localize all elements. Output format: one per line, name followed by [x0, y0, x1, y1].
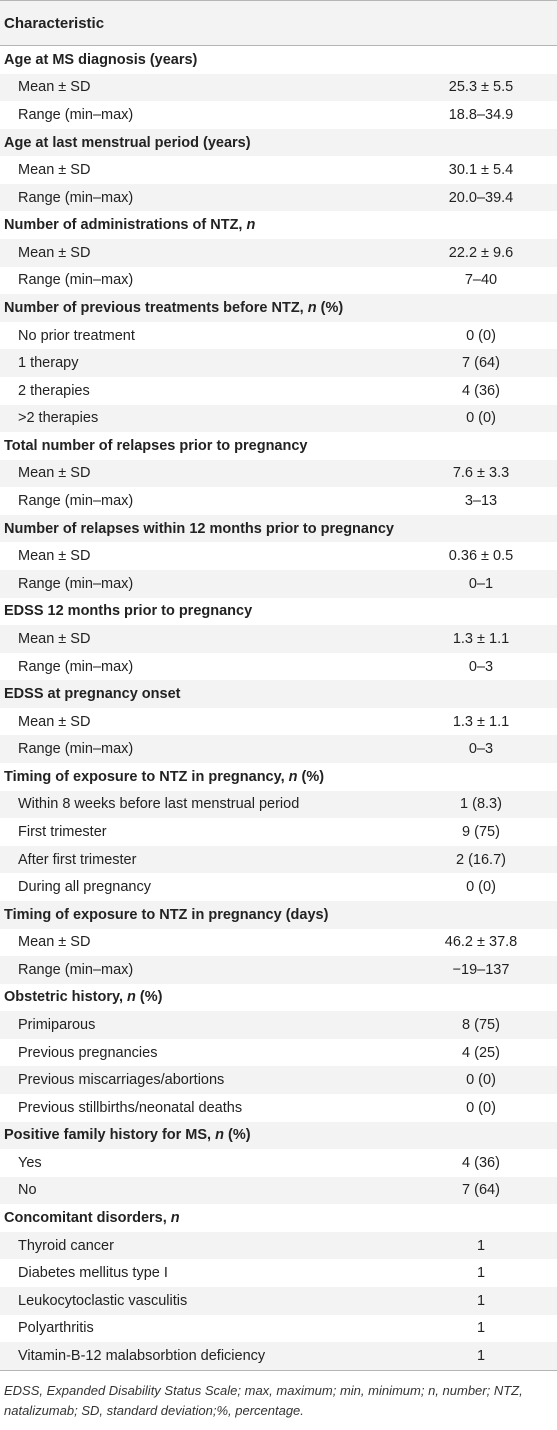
row-value: 1: [476, 1320, 486, 1337]
row-label: Mean ± SD: [18, 548, 91, 565]
row-label: Primiparous: [18, 1017, 96, 1034]
row-value: 4 (36): [462, 1154, 500, 1171]
section-title-text: Total number of relapses prior to pregnancy: [4, 437, 308, 454]
row-value: 0 (0): [466, 327, 496, 344]
section-heading: [0, 763, 557, 791]
row-label: Mean ± SD: [18, 162, 91, 179]
row-label: No: [18, 1182, 37, 1199]
row-value: 4 (25): [462, 1044, 500, 1061]
row-label: No prior treatment: [18, 327, 135, 344]
section-title: [4, 438, 307, 454]
section-title-text: Timing of exposure to NTZ in pregnancy,: [4, 768, 289, 785]
table-row: [0, 542, 557, 570]
table-row: [0, 1149, 557, 1177]
row-value: 1: [476, 1292, 486, 1309]
row-label: Previous stillbirths/neonatal deaths: [18, 1099, 243, 1116]
row-label: 1 therapy: [18, 355, 79, 372]
table-row: [0, 846, 557, 874]
section-title-tail: (%): [223, 1127, 251, 1144]
table-row: [0, 349, 557, 377]
table-row: [0, 1287, 557, 1315]
section-title: [4, 217, 255, 233]
row-label: Mean ± SD: [18, 713, 91, 730]
row-label: Vitamin-B-12 malabsorbtion deficiency: [18, 1347, 266, 1364]
section-title: [4, 769, 324, 785]
row-value: 46.2 ± 37.8: [444, 934, 518, 951]
row-label: Range (min–max): [18, 106, 134, 123]
table-row: [0, 1011, 557, 1039]
row-value: 7.6 ± 3.3: [452, 465, 510, 482]
table-header: [0, 1, 557, 46]
table-row: [0, 1066, 557, 1094]
table-body: [0, 46, 557, 1370]
table-row: [0, 1315, 557, 1343]
row-value: 0 (0): [466, 410, 496, 427]
table-row: [0, 377, 557, 405]
table-row: [0, 239, 557, 267]
row-label: First trimester: [18, 823, 107, 840]
section-title-text: Timing of exposure to NTZ in pregnancy (days): [4, 906, 329, 923]
table-row: [0, 184, 557, 212]
table-row: [0, 625, 557, 653]
section-title: [4, 521, 394, 537]
section-title: [4, 52, 197, 68]
row-label: Leukocytoclastic vasculitis: [18, 1292, 188, 1309]
row-value: 25.3 ± 5.5: [448, 79, 514, 96]
row-value: 18.8–34.9: [448, 106, 514, 123]
table-row: [0, 1232, 557, 1260]
section-heading: [0, 432, 557, 460]
table-row: [0, 322, 557, 350]
row-label: Range (min–max): [18, 741, 134, 758]
row-value: 1 (8.3): [460, 796, 502, 813]
section-title-text: Obstetric history,: [4, 989, 128, 1006]
row-value: 0 (0): [466, 1072, 496, 1089]
section-title-italic: n: [246, 217, 256, 234]
row-value: 7–40: [464, 272, 498, 289]
table-row: [0, 460, 557, 488]
header-label: Characteristic: [4, 14, 105, 32]
table-row: [0, 267, 557, 295]
table-row: [0, 929, 557, 957]
row-value: 1: [476, 1265, 486, 1282]
row-value: 22.2 ± 9.6: [448, 244, 514, 261]
row-value: 7 (64): [462, 1182, 500, 1199]
table-row: [0, 735, 557, 763]
row-label: Range (min–max): [18, 272, 134, 289]
section-heading: [0, 984, 557, 1012]
section-title: [4, 989, 162, 1005]
row-value: 20.0–39.4: [448, 189, 514, 206]
section-heading: [0, 598, 557, 626]
section-heading: [0, 1122, 557, 1150]
table-row: [0, 1342, 557, 1370]
section-heading: [0, 46, 557, 74]
row-label: Range (min–max): [18, 961, 134, 978]
row-label: Mean ± SD: [18, 465, 91, 482]
section-title-tail: (%): [316, 299, 344, 316]
row-label: During all pregnancy: [18, 879, 151, 896]
section-heading: [0, 294, 557, 322]
section-title-text: Positive family history for MS,: [4, 1127, 216, 1144]
section-title-italic: n: [127, 989, 136, 1006]
row-label: >2 therapies: [18, 410, 99, 427]
row-label: Range (min–max): [18, 658, 134, 675]
row-value: 8 (75): [462, 1017, 500, 1034]
section-title-text: Number of previous treatments before NTZ,: [4, 299, 308, 316]
section-title: [4, 135, 251, 151]
section-title-text: EDSS at pregnancy onset: [4, 686, 181, 703]
row-label: Within 8 weeks before last menstrual period: [18, 796, 300, 813]
row-label: 2 therapies: [18, 382, 90, 399]
row-value: 30.1 ± 5.4: [448, 162, 514, 179]
table-row: [0, 1259, 557, 1287]
section-title: [4, 1210, 180, 1226]
section-title: [4, 300, 343, 316]
section-title-italic: n: [307, 299, 317, 316]
table-row: [0, 405, 557, 433]
row-label: Range (min–max): [18, 189, 134, 206]
row-label: Thyroid cancer: [18, 1237, 114, 1254]
section-title-text: Age at last menstrual period (years): [4, 134, 251, 151]
row-value: 1: [476, 1237, 486, 1254]
table-row: [0, 956, 557, 984]
section-title-tail: (%): [297, 768, 325, 785]
row-value: 4 (36): [462, 382, 500, 399]
section-heading: [0, 515, 557, 543]
table-row: [0, 101, 557, 129]
table-row: [0, 1039, 557, 1067]
table-row: [0, 818, 557, 846]
table-footnote: EDSS, Expanded Disability Status Scale; max, maximum; min, minimum; n, number; NTZ, natalizumab; SD, standard deviation;%, percentage.: [4, 1382, 523, 1418]
row-value: 9 (75): [462, 823, 500, 840]
row-value: 0–3: [468, 741, 494, 758]
table-row: [0, 156, 557, 184]
section-title: [4, 1127, 251, 1143]
section-title-text: Number of relapses within 12 months prior to pregnancy: [4, 520, 394, 537]
row-label: Range (min–max): [18, 575, 134, 592]
table-row: [0, 873, 557, 901]
section-heading: [0, 680, 557, 708]
table-row: [0, 74, 557, 102]
row-value: 0 (0): [466, 1099, 496, 1116]
row-value: 0 (0): [466, 879, 496, 896]
section-title-tail: (%): [135, 989, 163, 1006]
section-title-text: Age at MS diagnosis (years): [4, 51, 198, 68]
row-value: −19–137: [452, 961, 510, 978]
section-title-italic: n: [288, 768, 298, 785]
row-value: 1.3 ± 1.1: [452, 713, 510, 730]
section-title-text: Number of administrations of NTZ,: [4, 217, 247, 234]
row-label: Mean ± SD: [18, 630, 91, 647]
table-row: [0, 1177, 557, 1205]
row-label: Mean ± SD: [18, 934, 91, 951]
section-heading: [0, 129, 557, 157]
table-row: [0, 570, 557, 598]
row-label: Range (min–max): [18, 493, 134, 510]
table-row: [0, 653, 557, 681]
table-row: [0, 791, 557, 819]
table-row: [0, 487, 557, 515]
section-title: [4, 686, 180, 702]
row-label: Polyarthritis: [18, 1320, 94, 1337]
row-label: Previous pregnancies: [18, 1044, 158, 1061]
section-title-italic: n: [215, 1127, 224, 1144]
row-value: 7 (64): [462, 355, 500, 372]
row-label: Yes: [18, 1154, 42, 1171]
section-heading: [0, 211, 557, 239]
row-value: 3–13: [464, 493, 498, 510]
row-label: Diabetes mellitus type I: [18, 1265, 168, 1282]
section-title-text: Concomitant disorders,: [4, 1210, 171, 1227]
row-value: 0.36 ± 0.5: [448, 548, 514, 565]
section-title: [4, 907, 328, 923]
section-heading: [0, 1204, 557, 1232]
section-title-italic: n: [170, 1210, 180, 1227]
section-title: [4, 603, 252, 619]
row-label: After first trimester: [18, 851, 137, 868]
row-value: 0–3: [468, 658, 494, 675]
row-label: Mean ± SD: [18, 79, 91, 96]
table-row: [0, 708, 557, 736]
row-value: 1.3 ± 1.1: [452, 630, 510, 647]
row-value: 0–1: [468, 575, 494, 592]
row-value: 2 (16.7): [456, 851, 506, 868]
row-label: Mean ± SD: [18, 244, 91, 261]
table-row: [0, 1094, 557, 1122]
section-title-text: EDSS 12 months prior to pregnancy: [4, 603, 253, 620]
section-heading: [0, 901, 557, 929]
row-value: 1: [476, 1347, 486, 1364]
row-label: Previous miscarriages/abortions: [18, 1072, 225, 1089]
